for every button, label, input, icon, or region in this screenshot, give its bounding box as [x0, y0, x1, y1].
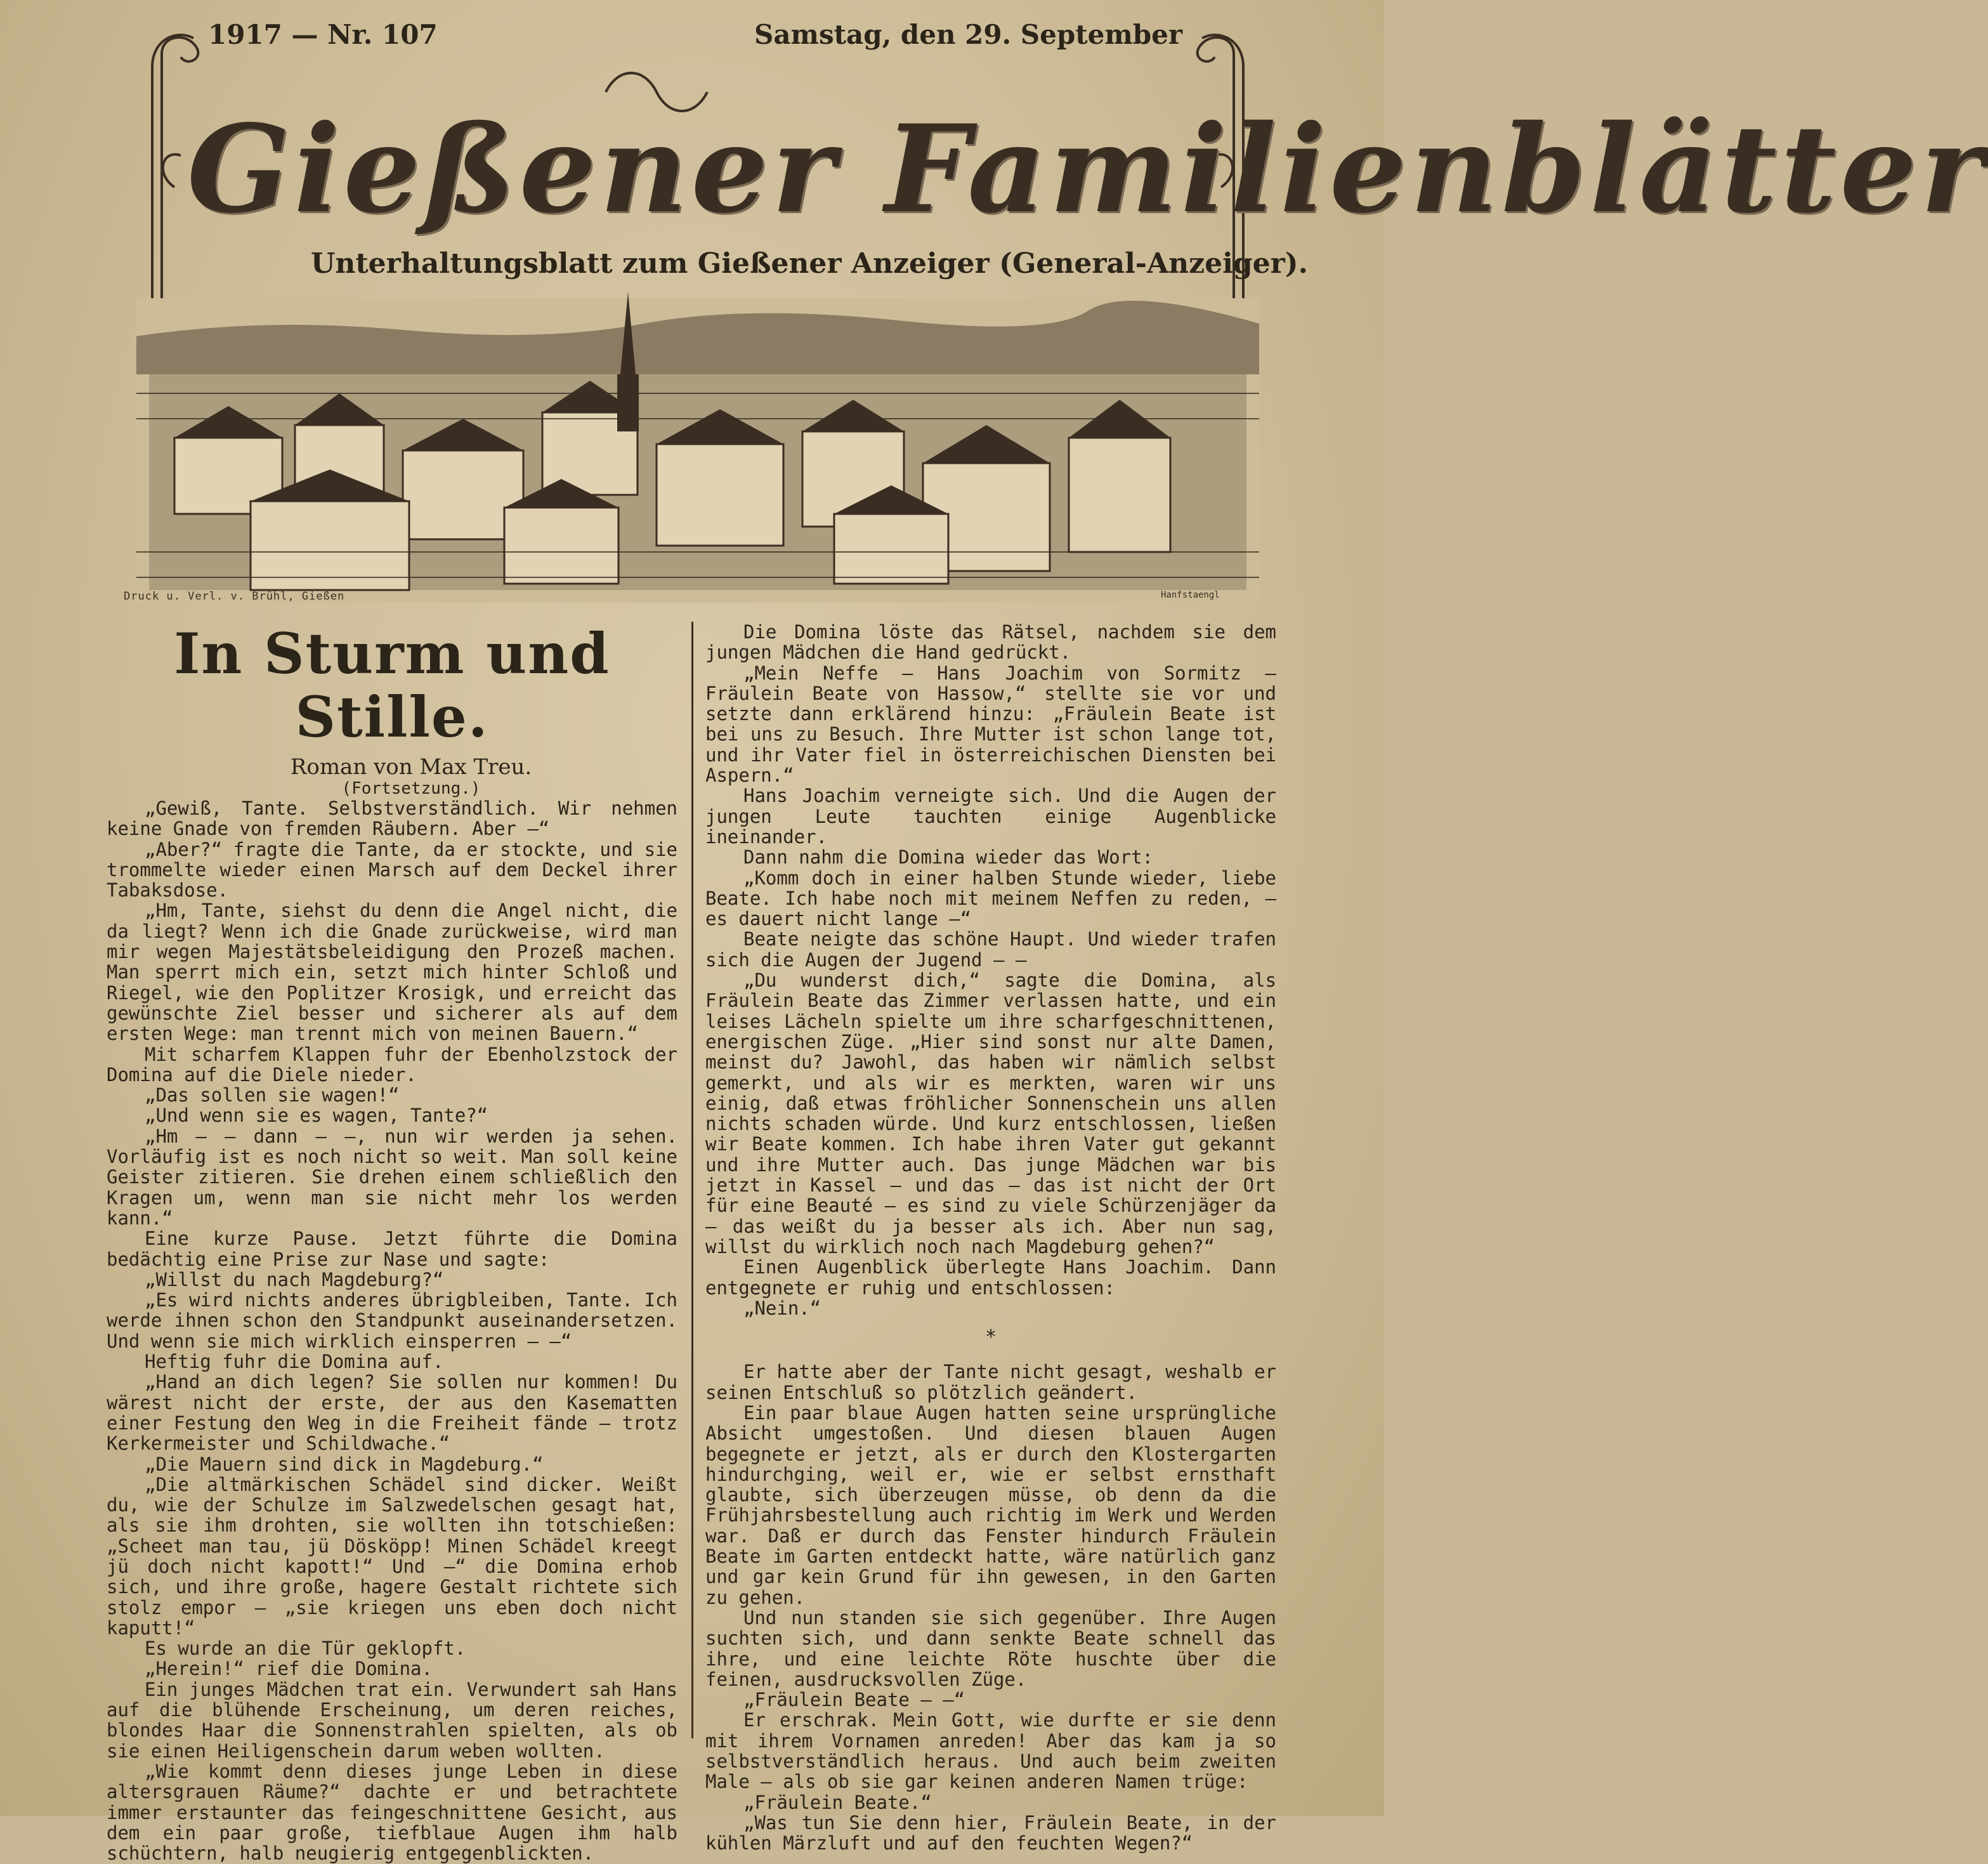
paragraph: „Hm, Tante, siehst du denn die Angel nicht, die da liegt? Wenn ich die Gnade zurückweise, wird man mir wegen Majestätsbeleidigung den Prozeß machen. Man sperrt mich ein, setzt mich hinter Schloß und Riegel, wie den Poplitzer Krosigk, und erreicht das gewünschte Ziel besser und sicherer als auf dem ersten Wege: man trennt mich von meinen Bauern.“	[107, 900, 677, 1045]
paragraph: „Gewiß, Tante. Selbstverständlich. Wir nehmen keine Gnade von fremden Räubern. Aber —“	[107, 797, 677, 840]
paragraph: Und nun standen sie sich gegenüber. Ihre Augen suchten sich, und dann senkte Beate schnell das ihre, und eine leichte Röte huschte über die feinen, ausdrucksvollen Züge.	[705, 1606, 1276, 1690]
paragraph: Eine kurze Pause. Jetzt führte die Domina bedächtig eine Prise zur Nase und sagte:	[107, 1228, 677, 1270]
engraving-signature: Hanfstaengl	[1161, 590, 1220, 600]
masthead-title: Gießener Familienblätter	[187, 98, 1988, 240]
paragraph: „Herein!“ rief die Domina.	[145, 1658, 433, 1680]
paragraph: Die Domina löste das Rätsel, nachdem sie dem jungen Mädchen die Hand gedrückt.	[705, 621, 1276, 664]
paragraph: „Was tun Sie denn hier, Fräulein Beate, in der kühlen Märzluft und auf den feuchten Wegen?“	[705, 1811, 1276, 1854]
masthead-subtitle: Unterhaltungsblatt zum Gießener Anzeiger (General-Anzeiger).	[311, 247, 1308, 280]
paragraph: „Nein.“	[743, 1297, 821, 1319]
paragraph: Beate neigte das schöne Haupt. Und wieder trafen sich die Augen der Jugend — —	[705, 928, 1276, 971]
paragraph: „Aber?“ fragte die Tante, da er stockte, und sie trommelte wieder einen Marsch auf dem Deckel ihrer Tabaksdose.	[107, 838, 677, 902]
article-column-right	[705, 622, 1276, 1854]
paragraph: „Es wird nichts anderes übrigbleiben, Tante. Ich werde ihnen schon den Standpunkt auseinandersetzen. Und wenn sie mich wirklich einsperren — —“	[107, 1289, 677, 1352]
paragraph: Er hatte aber der Tante nicht gesagt, weshalb er seinen Entschluß so plötzlich geändert.	[705, 1361, 1276, 1403]
paragraph: „Fräulein Beate.“	[743, 1791, 932, 1813]
issue-date: Samstag, den 29. September	[754, 19, 1182, 50]
paragraph: Ein junges Mädchen trat ein. Verwundert sah Hans auf die blühende Erscheinung, um deren reiches, blondes Haar die Sonnenstrahlen spielten, als ob sie einen Heiligenschein darum weben wollten.	[107, 1678, 677, 1762]
town-engraving	[136, 298, 1259, 603]
column-divider	[691, 622, 693, 1738]
paragraph: „Fräulein Beate — —“	[743, 1689, 965, 1711]
paragraph: Dann nahm die Domina wieder das Wort:	[743, 846, 1154, 869]
paragraph: „Hm — — dann — —, nun wir werden ja sehen. Vorläufig ist es noch nicht so weit. Man soll keine Geister zitieren. Sie drehen einem schließlich den Kragen um, wenn man sie nicht mehr los werden kann.“	[107, 1125, 677, 1229]
paragraph: „Komm doch in einer halben Stunde wieder, liebe Beate. Ich habe noch mit meinem Neffen zu reden, — es dauert nicht lange —“	[705, 867, 1276, 930]
paragraph: „Willst du nach Magdeburg?“	[145, 1268, 444, 1290]
paragraph: „Mein Neffe — Hans Joachim von Sormitz — Fräulein Beate von Hassow,“ stellte sie vor und setzte dann erklärend hinzu: „Fräulein Beate ist bei uns zu Besuch. Ihre Mutter ist schon lange tot, und ihr Vater fiel in österreichischen Diensten bei Aspern.“	[705, 662, 1276, 787]
article-byline: Roman von Max Treu.	[290, 754, 532, 780]
section-separator: *	[984, 1326, 997, 1349]
paragraph: Er erschrak. Mein Gott, wie durfte er sie denn mit ihrem Vornamen anreden! Aber das kam ja so selbstverständlich heraus. Und auch beim zweiten Male — als ob sie gar keinen anderen Namen trüge:	[705, 1709, 1276, 1793]
paragraph: „Das sollen sie wagen!“	[145, 1084, 400, 1106]
paragraph: Mit scharfem Klappen fuhr der Ebenholzstock der Domina auf die Diele nieder.	[107, 1043, 677, 1086]
article-headline: In Sturm und Stille.	[174, 620, 610, 750]
paragraph: „Du wunderst dich,“ sagte die Domina, als Fräulein Beate das Zimmer verlassen hatte, und ein leises Lächeln spielte um ihre scharfgeschnittenen, energischen Züge. „Hier sind sonst nur alte Damen, meinst du? Jawohl, das haben wir nämlich selbst gemerkt, und als wir es merkten, waren wir uns einig, daß etwas fröhlicher Sonnenschein uns allen nichts schaden würde. Und kurz entschlossen, ließen wir Beate kommen. Ich habe ihren Vater gut gekannt und ihre Mutter auch. Das junge Mädchen war bis jetzt in Kassel — und das — das ist nicht der Ort für eine Beauté — es sind zu viele Schürzenjäger da — das weißt du ja besser als ich. Aber nun sag, willst du wirklich noch nach Magdeburg gehen?“	[705, 969, 1276, 1257]
masthead	[136, 29, 1988, 603]
paragraph: „Wie kommt denn dieses junge Leben in diese altersgrauen Räume?“ dachte er und betrachtete immer erstaunter das feingeschnittene Gesicht, aus dem ein paar große, tiefblaue Augen ihm halb schüchtern, halb neugierig entgegenblickten.	[107, 1760, 677, 1864]
paragraph: Es wurde an die Tür geklopft.	[145, 1638, 466, 1660]
paragraph: „Die altmärkischen Schädel sind dicker. Weißt du, wie der Schulze im Salzwedelschen gesagt hat, als sie ihm drohten, sie wollten ihn totschießen: „Scheet man tau, jü Dösköpp! Minen Schädel kreegt jü doch nicht kapott!“ Und —“ die Domina erhob sich, und ihre große, hagere Gestalt richtete sich stolz empor — „sie kriegen uns eben doch nicht kaputt!“	[107, 1473, 677, 1639]
paragraph: „Die Mauern sind dick in Magdeburg.“	[145, 1453, 544, 1475]
engraving-credit: Druck u. Verl. v. Brühl, Gießen	[124, 590, 345, 603]
issue-number: 1917 — Nr. 107	[208, 19, 438, 50]
paragraph: „Und wenn sie es wagen, Tante?“	[145, 1105, 488, 1127]
paragraph: „Hand an dich legen? Sie sollen nur kommen! Du wärest nicht der erste, der aus den Kasematten einer Festung den Weg in die Freiheit fände — trotz Kerkermeister und Schildwache.“	[107, 1371, 677, 1455]
paragraph: Heftig fuhr die Domina auf.	[145, 1351, 444, 1373]
paragraph: Hans Joachim verneigte sich. Und die Augen der jungen Leute tauchten einige Augenblicke ineinander.	[705, 785, 1276, 848]
article-column-left	[107, 622, 677, 1863]
paragraph: Ein paar blaue Augen hatten seine ursprüngliche Absicht umgestoßen. Und diesen blauen Augen begegnete er jetzt, als er durch den Klostergarten hindurchging, weil er, wie er selbst ernsthaft glaubte, sich überzeugen müsse, ob denn da die Frühjahrsbestellung auch richtig im Werk und Werden war. Daß er durch das Fenster hindurch Fräulein Beate im Garten entdeckt hatte, wäre natürlich ganz und gar kein Grund für ihn gewesen, in den Garten zu gehen.	[705, 1401, 1276, 1608]
paragraph: Einen Augenblick überlegte Hans Joachim. Dann entgegnete er ruhig und entschlossen:	[705, 1256, 1276, 1299]
continuation-note: (Fortsetzung.)	[341, 779, 481, 798]
